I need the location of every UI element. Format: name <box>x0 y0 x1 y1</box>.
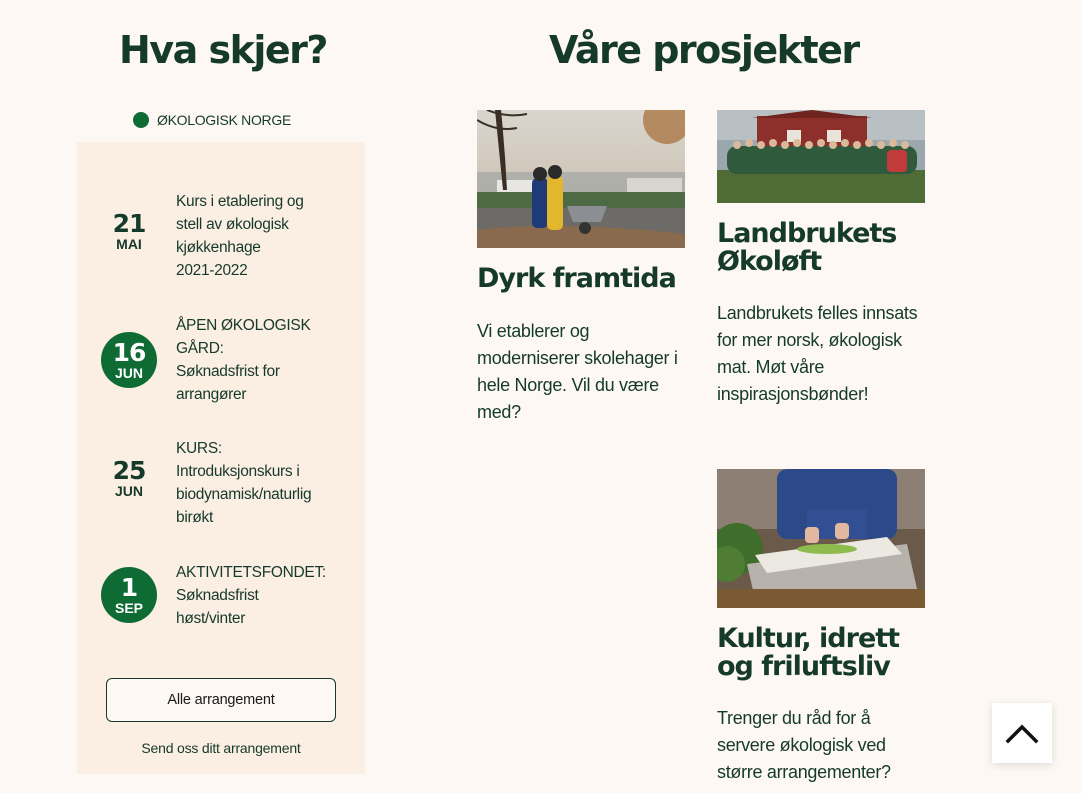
event-month: JUN <box>114 482 143 499</box>
scroll-to-top-button[interactable] <box>992 703 1052 763</box>
project-image-farm-group[interactable] <box>717 110 925 203</box>
chevron-up-icon <box>1005 722 1039 744</box>
event-item[interactable] <box>101 190 341 282</box>
event-title-line: AKTIVITETSFONDET: <box>176 564 326 581</box>
projects-heading: Våre prosjekter <box>549 28 859 72</box>
event-title-line: høst/vinter <box>176 610 246 627</box>
event-title[interactable] <box>176 190 341 282</box>
project-description: Vi etablerer og moderniserer skolehager i hele Norge. Vil du være med? <box>477 321 678 422</box>
org-dot-icon <box>133 112 149 128</box>
event-title-line: stell av økologisk <box>176 216 289 233</box>
event-day: 21 <box>112 208 146 238</box>
project-description: Landbrukets felles innsats for mer norsk, økologisk mat. Møt våre inspirasjonsbønder! <box>717 303 918 404</box>
event-title[interactable] <box>176 314 341 406</box>
event-title[interactable] <box>176 561 341 630</box>
project-title[interactable]: Landbrukets Økoløft <box>717 218 897 277</box>
date-badge <box>101 450 157 506</box>
events-heading: Hva skjer? <box>119 28 327 72</box>
event-day: 25 <box>112 455 146 485</box>
event-item[interactable] <box>101 437 341 529</box>
event-title-line: Søknadsfrist <box>176 587 259 604</box>
event-title-line: KURS: <box>176 440 222 457</box>
event-title-line: Søknadsfrist for <box>176 363 280 380</box>
project-image-school-garden[interactable] <box>477 110 685 248</box>
event-day: 16 <box>112 337 146 367</box>
event-title-line: ÅPEN ØKOLOGISK <box>176 317 311 334</box>
event-day: 1 <box>120 572 138 602</box>
event-title-line: arrangører <box>176 386 247 403</box>
event-title-line: GÅRD: <box>176 340 224 357</box>
org-tag-label: ØKOLOGISK NORGE <box>157 112 291 128</box>
date-badge <box>101 567 157 623</box>
event-month: SEP <box>114 599 143 616</box>
event-month: JUN <box>114 364 143 381</box>
event-item[interactable] <box>101 314 341 406</box>
event-title-line: Introduksjonskurs i <box>176 463 300 480</box>
project-description: Trenger du råd for å servere økologisk ved større arrangementer? <box>717 708 891 782</box>
project-title[interactable]: Dyrk framtida <box>477 263 676 294</box>
event-title-line: birøkt <box>176 509 213 526</box>
event-month: MAI <box>116 235 142 252</box>
date-badge <box>101 332 157 388</box>
date-badge <box>101 203 157 259</box>
event-title-line: biodynamisk/naturlig <box>176 486 312 503</box>
event-title-line: 2021-2022 <box>176 262 248 279</box>
project-image-cutting-board[interactable] <box>717 469 925 608</box>
event-title-line: Kurs i etablering og <box>176 193 304 210</box>
send-event-link[interactable]: Send oss ditt arrangement <box>141 740 301 756</box>
events-panel <box>77 142 365 774</box>
project-title[interactable]: Kultur, idrett og friluftsliv <box>717 623 900 682</box>
event-title[interactable] <box>176 437 341 529</box>
all-events-button[interactable]: Alle arrangement <box>106 678 336 722</box>
org-filter-tag[interactable] <box>133 112 291 128</box>
event-item[interactable] <box>101 561 341 630</box>
event-title-line: kjøkkenhage <box>176 239 261 256</box>
